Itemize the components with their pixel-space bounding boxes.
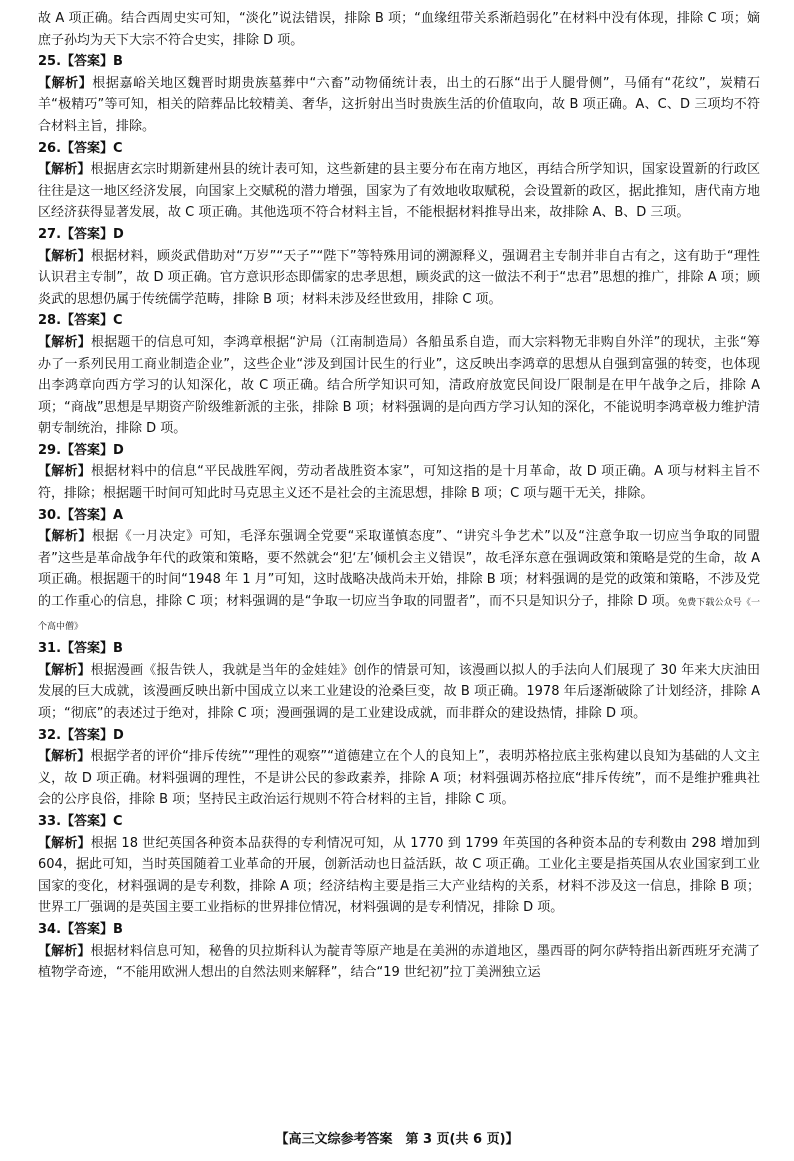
question-number: 32.: [38, 727, 62, 743]
answer-label: 【答案】: [61, 641, 114, 657]
answer-value: B: [113, 54, 123, 70]
analysis-label: 【解析】: [38, 75, 93, 91]
item-27: [38, 224, 760, 310]
question-number: 26.: [38, 140, 62, 156]
item-28: [38, 310, 760, 440]
analysis-paragraph: [38, 461, 760, 504]
item-25: [38, 51, 760, 137]
item-31: [38, 638, 760, 724]
question-number: 34.: [38, 921, 62, 937]
question-number: 31.: [38, 641, 62, 657]
question-number: 27.: [38, 226, 62, 242]
question-number: 33.: [38, 813, 62, 829]
analysis-label: 【解析】: [38, 334, 91, 350]
analysis-paragraph: [38, 246, 760, 311]
analysis-label: 【解析】: [38, 749, 91, 765]
answer-line: [38, 51, 760, 73]
answer-line: [38, 224, 760, 246]
analysis-label: 【解析】: [38, 464, 92, 480]
analysis-paragraph: [38, 73, 760, 138]
analysis-text: 根据题干的信息可知，李鸿章根据“沪局（江南制造局）各船虽系自造，而大宗料物无非购自外洋”的现状，主张“筹办了一系列民用工商业制造企业”，这些企业“涉及到国计民生的行业”，这反映出李鸿章的思想从自强到富强的转变，也体现出李鸿章向西方学习的认知深化，故 C 项正确。结合所学知识可知，清政府放宽民间设厂限制是在甲午战争之后，排除 A 项；“商战”思想是早期资产阶级维新派的主张，排除 B 项；材料强调的是向西方学习认知的深化，不能说明李鸿章极力维护清朝专制统治，排除 D 项。: [38, 334, 760, 437]
answer-line: [38, 440, 760, 462]
answer-label: 【答案】: [61, 813, 114, 829]
answer-line: [38, 919, 760, 941]
analysis-label: 【解析】: [38, 162, 91, 178]
answer-value: B: [113, 641, 123, 657]
item-29: [38, 440, 760, 505]
answer-value: C: [113, 313, 123, 329]
answer-line: [38, 638, 760, 660]
answer-label: 【答案】: [61, 226, 114, 242]
analysis-paragraph: [38, 833, 760, 919]
item-32: [38, 725, 760, 811]
answer-line: [38, 505, 760, 527]
answer-key-page: [38, 8, 760, 984]
analysis-text: 根据唐玄宗时期新建州县的统计表可知，这些新建的县主要分布在南方地区，再结合所学知识，国家设置新的行政区往往是这一地区经济发展，向国家上交赋税的潜力增强，国家为了有效地收取赋税，会设置新的政区，据此推知，唐代南方地区经济获得显著发展，故 C 项正确。其他选项不符合材料主旨，不能根据材料推导出来，故排除 A、B、D 三项。: [38, 162, 760, 221]
analysis-label: 【解析】: [38, 835, 91, 851]
answer-line: [38, 811, 760, 833]
answer-value: C: [113, 140, 123, 156]
analysis-text: 根据材料，顾炎武借助对“万岁”“天子”“陛下”等特殊用词的溯源释义，强调君主专制并非自古有之，这有助于“理性认识君主专制”，故 D 项正确。官方意识形态即儒家的忠孝思想，顾炎武的这一做法不利于“忠君”思想的推广，排除 A 项；顾炎武的思想仍属于传统儒学范畴，排除 B 项；材料未涉及经世致用，排除 C 项。: [38, 248, 760, 307]
analysis-label: 【解析】: [38, 529, 92, 545]
item-34: [38, 919, 760, 984]
item-33: [38, 811, 760, 919]
answer-label: 【答案】: [61, 313, 114, 329]
question-number: 30.: [38, 507, 62, 523]
question-number: 29.: [38, 442, 62, 458]
analysis-text: 根据学者的评价“排斥传统”“理性的观察”“道德建立在个人的良知上”，表明苏格拉底主张构建以良知为基础的人文主义，故 D 项正确。材料强调的理性，不是讲公民的参政素养，排除 A 项；材料强调苏格拉底“排斥传统”，而不是维护雅典社会的公序良俗，排除 B 项；坚持民主政治运行规则不符合材料的主旨，排除 C 项。: [38, 749, 760, 808]
watermark-note: 免费下载公众号《一个高中僧》: [38, 598, 760, 632]
answer-label: 【答案】: [61, 507, 114, 523]
answer-label: 【答案】: [61, 54, 114, 70]
answer-label: 【答案】: [61, 921, 114, 937]
answer-value: A: [113, 507, 124, 523]
answer-value: B: [113, 921, 123, 937]
answer-value: D: [113, 226, 124, 242]
analysis-text: 根据材料信息可知，秘鲁的贝拉斯科认为靛青等原产地是在美洲的赤道地区，墨西哥的阿尔萨特指出新西班牙充满了植物学奇迹，“不能用欧洲人想出的自然法则来解释”，结合“19 世纪初”拉丁美洲独立运: [38, 943, 760, 981]
analysis-paragraph: [38, 526, 760, 638]
analysis-text: 根据漫画《报告铁人，我就是当年的金娃娃》创作的情景可知，该漫画以拟人的手法向人们展现了 30 年来大庆油田发展的巨大成就，该漫画反映出新中国成立以来工业建设的沧桑巨变，故 B 项正确。1978 年后逐渐破除了计划经济，排除 A 项；“彻底”的表述过于绝对，排除 C 项；漫画强调的是工业建设成就，而非群众的建设热情，排除 D 项。: [38, 662, 760, 721]
item-30: [38, 505, 760, 639]
analysis-paragraph: [38, 746, 760, 811]
page-footer: 【高三文综参考答案 第 3 页(共 6 页)】: [275, 1132, 519, 1147]
answer-line: [38, 310, 760, 332]
analysis-text: 根据 18 世纪英国各种资本品获得的专利情况可知，从 1770 到 1799 年英国的各种资本品的专利数由 298 增加到 604，据此可知，当时英国随着工业革命的开展，创新活动也日益活跃，故 C 项正确。工业化主要是指英国从农业国家到工业国家的变化，材料强调的是专利数，排除 A 项；经济结构主要是指三大产业结构的关系，材料不涉及这一信息，排除 B 项；世界工厂强调的是英国主要工业指标的世界排位情况，材料强调的是专利情况，排除 D 项。: [38, 835, 760, 916]
analysis-text: 根据《一月决定》可知，毛泽东强调全党要“采取谨慎态度”、“讲究斗争艺术”以及“注意争取一切应当争取的同盟者”这些是革命战争年代的政策和策略，要不然就会“犯‘左’倾机会主义错误”，故毛泽东意在强调政策和策略是党的生命，故 A 项正确。根据题干的时间“1948 年 1 月”可知，这时战略决战尚未开始，排除 B 项；材料强调的是党的政策和策略，不涉及党的工作重心的信息，排除 C 项；材料强调的是“争取一切应当争取的同盟者”，而不只是知识分子，排除 D 项。: [38, 529, 760, 610]
answer-value: D: [113, 727, 124, 743]
answer-label: 【答案】: [61, 140, 114, 156]
question-number: 28.: [38, 313, 62, 329]
analysis-text: 根据嘉峪关地区魏晋时期贵族墓葬中“六畜”动物俑统计表，出土的石豚“出于人腿骨侧”，马俑有“花纹”，炭精石羊“极精巧”等可知，相关的陪葬品比较精美、奢华，这折射出当时贵族生活的价值取向，故 B 项正确。A、C、D 三项均不符合材料主旨，排除。: [38, 75, 760, 134]
question-number: 25.: [38, 54, 62, 70]
analysis-paragraph: [38, 159, 760, 224]
analysis-paragraph: [38, 332, 760, 440]
analysis-label: 【解析】: [38, 943, 91, 959]
analysis-paragraph: [38, 941, 760, 984]
analysis-text: 根据材料中的信息“平民战胜军阀，劳动者战胜资本家”，可知这指的是十月革命，故 D 项正确。A 项与材料主旨不符，排除；根据题干时间可知此时马克思主义还不是社会的主流思想，排除 B 项；C 项与题干无关，排除。: [38, 464, 760, 502]
answer-line: [38, 725, 760, 747]
answer-label: 【答案】: [61, 727, 114, 743]
answer-value: D: [113, 442, 124, 458]
analysis-paragraph: [38, 660, 760, 725]
analysis-label: 【解析】: [38, 662, 91, 678]
answer-label: 【答案】: [61, 442, 114, 458]
item-26: [38, 138, 760, 224]
analysis-label: 【解析】: [38, 248, 91, 264]
intro-paragraph: 故 A 项正确。结合西周史实可知，“淡化”说法错误，排除 B 项；“血缘纽带关系渐趋弱化”在材料中没有体现，排除 C 项；嫡庶子孙均为天下大宗不符合史实，排除 D 项。: [38, 11, 760, 48]
answer-line: [38, 138, 760, 160]
answer-value: C: [113, 813, 123, 829]
